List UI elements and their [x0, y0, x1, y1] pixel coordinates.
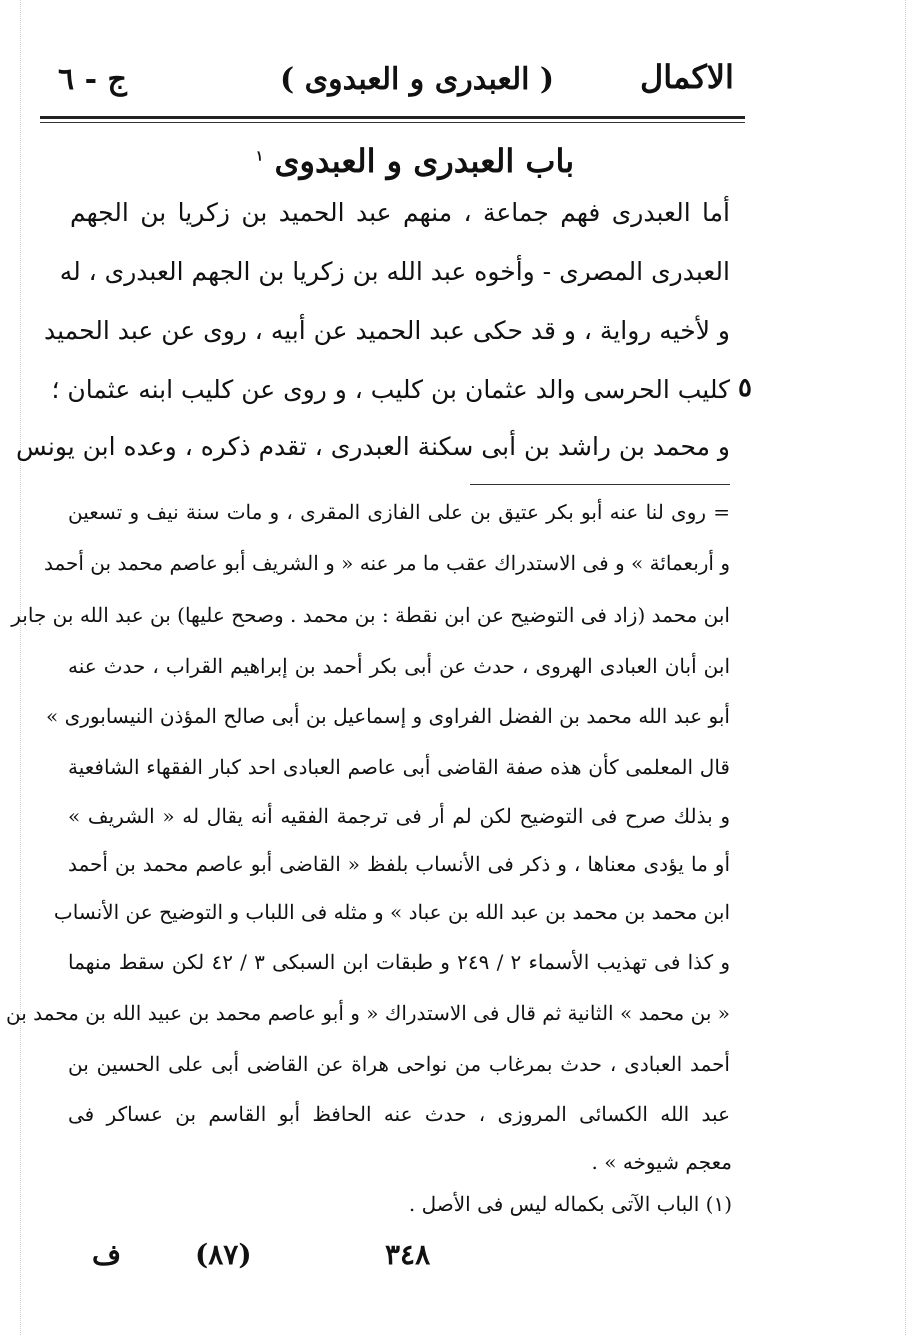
body-line: كليب الحرسى والد عثمان بن كليب ، و روى عن كليب ابنه عثمان ؛ [51, 375, 730, 404]
body-line: و محمد بن راشد بن أبى سكنة العبدرى ، تقدم ذكره ، وعده ابن يونس [16, 432, 730, 461]
margin-ruling [20, 0, 21, 1335]
footnote-separator [470, 484, 730, 485]
section-title-text: باب العبدرى و العبدوى [274, 142, 575, 180]
section-title [230, 142, 600, 180]
body-line: أما العبدرى فهم جماعة ، منهم عبد الحميد بن زكريا بن الجهم [70, 198, 730, 227]
footnote-line: عبد الله الكسائى المروزى ، حدث عنه الحافظ أبو القاسم بن عساكر فى [68, 1102, 730, 1126]
footnote-line: قال المعلمى كأن هذه صفة القاضى أبى عاصم العبادى احد كبار الفقهاء الشافعية [68, 755, 730, 779]
footnote-line: و بذلك صرح فى التوضيح لكن لم أر فى ترجمة الفقيه أنه يقال له « الشريف » [68, 804, 730, 828]
header-rule-thin [40, 122, 745, 123]
footer-signature: ف [92, 1238, 122, 1271]
line-number: ٥ [738, 373, 752, 403]
footnote-line: معجم شيوخه » . [591, 1150, 732, 1174]
footnote-line: « بن محمد » الثانية ثم قال فى الاستدراك « و أبو عاصم محمد بن عبيد الله بن محمد بن [6, 1001, 730, 1025]
footnote-line: و كذا فى تهذيب الأسماء ٢ / ٢٤٩ و طبقات ابن السبكى ٣ / ٤٢ لكن سقط منهما [68, 950, 731, 974]
body-line: و لأخيه رواية ، و قد حكى عبد الحميد عن أبيه ، روى عن عبد الحميد [43, 316, 730, 345]
footnote-line: ابن أبان العبادى الهروى ، حدث عن أبى بكر أحمد بن إبراهيم القراب ، حدث عنه [68, 654, 730, 678]
footnote-line: أحمد العبادى ، حدث بمرغاب من نواحى هراة عن القاضى أبى على الحسين بن [68, 1052, 730, 1076]
header-book-title: الاكمال [640, 58, 734, 96]
footnote-line: أو ما يؤدى معناها ، و ذكر فى الأنساب بلفظ « القاضى أبو عاصم محمد بن أحمد [68, 852, 730, 876]
footnote-line: و أربعمائة » و فى الاستدراك عقب ما مر عنه « و الشريف أبو عاصم محمد بن أحمد [43, 551, 730, 575]
footnote-line: = روى لنا عنه أبو بكر عتيق بن على الفازى المقرى ، و مات سنة نيف و تسعين [68, 500, 730, 524]
header-running-title: ( العبدرى و العبدوى ) [280, 62, 555, 97]
footnote-line: ابن محمد بن محمد بن عبد الله بن عباد » و مثله فى اللباب و التوضيح عن الأنساب [53, 900, 730, 924]
body-line: العبدرى المصرى - وأخوه عبد الله بن زكريا بن الجهم العبدرى ، له [59, 257, 730, 286]
header-volume: ج - ٦ [58, 62, 127, 97]
footnote-original-note: (١) الباب الآتى بكماله ليس فى الأصل . [408, 1192, 732, 1216]
footnote-line: ابن محمد (زاد فى التوضيح عن ابن نقطة : بن محمد . وصحح عليها) بن عبد الله بن جابر [11, 603, 730, 627]
footnote-marker: ١ [255, 148, 264, 165]
page-number: ٣٤٨ [385, 1238, 431, 1271]
margin-ruling [905, 0, 906, 1335]
footnote-line: أبو عبد الله محمد بن الفضل الفراوى و إسماعيل بن أبى صالح المؤذن النيسابورى » [46, 704, 730, 728]
header-rule [40, 116, 745, 119]
footer-sheet-number: (٨٧) [195, 1238, 252, 1271]
